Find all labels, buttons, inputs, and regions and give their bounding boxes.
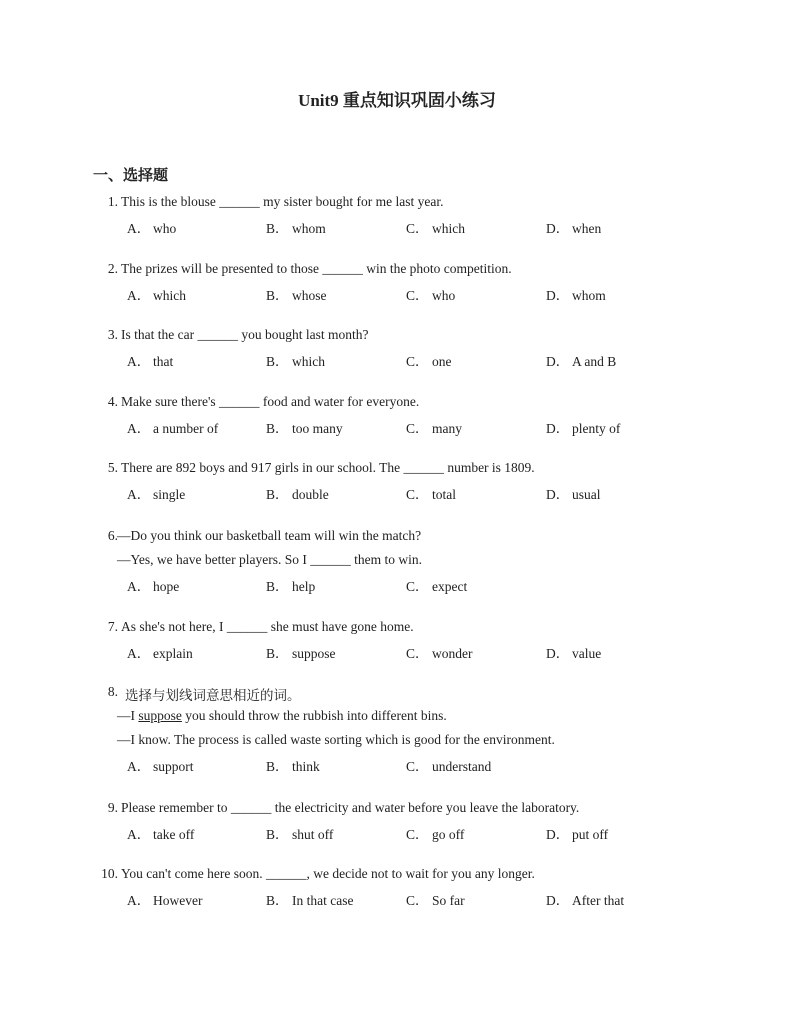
- question-stem-line: There are 892 boys and 917 girls in our school. The ______ number is 1809.: [121, 460, 535, 475]
- option-text: when: [572, 221, 602, 236]
- answer-option[interactable]: [406, 823, 464, 843]
- option-letter: B．: [266, 354, 289, 369]
- option-letter: D．: [546, 646, 570, 661]
- option-text: many: [432, 421, 462, 436]
- answer-option[interactable]: [546, 350, 616, 370]
- option-text: However: [153, 893, 203, 908]
- question-number: 7.: [107, 619, 118, 634]
- option-letter: C．: [406, 288, 429, 303]
- option-letter: B．: [266, 646, 289, 661]
- option-text: that: [153, 354, 174, 369]
- question-stem-line: The prizes will be presented to those ______ win the photo competition.: [121, 261, 512, 276]
- answer-option[interactable]: [546, 823, 608, 843]
- answer-option[interactable]: [127, 217, 176, 237]
- answer-option[interactable]: [406, 889, 465, 909]
- option-letter: C．: [406, 421, 429, 436]
- section-heading: 一、选择题: [93, 168, 169, 184]
- option-text: put off: [572, 827, 609, 842]
- question-number: 5.: [107, 460, 118, 475]
- option-letter: B．: [266, 221, 289, 236]
- question-stem-line: This is the blouse ______ my sister bought for me last year.: [121, 194, 444, 209]
- option-text: understand: [432, 759, 492, 774]
- question-number: 6.: [107, 528, 118, 543]
- answer-option[interactable]: [266, 483, 329, 503]
- option-text: So far: [432, 893, 465, 908]
- option-letter: C．: [406, 646, 429, 661]
- answer-option[interactable]: [406, 350, 452, 370]
- option-text: value: [572, 646, 602, 661]
- answer-option[interactable]: [127, 755, 194, 775]
- option-letter: A．: [127, 893, 151, 908]
- question-stem-line: 选择与划线词意思相近的词。: [125, 688, 301, 703]
- question-stem-line: Is that the car ______ you bought last month?: [121, 327, 369, 342]
- question-number: 2.: [107, 261, 118, 276]
- question-stem-line: As she's not here, I ______ she must have gone home.: [121, 619, 414, 634]
- option-letter: A．: [127, 221, 151, 236]
- answer-option[interactable]: [127, 284, 186, 304]
- question-stem-line: Make sure there's ______ food and water for everyone.: [121, 394, 420, 409]
- answer-option[interactable]: [127, 483, 185, 503]
- answer-option[interactable]: [127, 642, 193, 662]
- option-text: single: [153, 487, 186, 502]
- answer-option[interactable]: [546, 889, 624, 909]
- option-text: take off: [153, 827, 195, 842]
- question-number: 9.: [107, 800, 118, 815]
- answer-option[interactable]: [266, 755, 320, 775]
- option-letter: D．: [546, 893, 570, 908]
- option-letter: B．: [266, 288, 289, 303]
- option-text: expect: [432, 579, 468, 594]
- answer-option[interactable]: [266, 417, 343, 437]
- option-text: A and B: [572, 354, 617, 369]
- question-stem-line: —I know. The process is called waste sorting which is good for the environment.: [117, 732, 555, 747]
- option-text: who: [432, 288, 456, 303]
- option-letter: A．: [127, 827, 151, 842]
- question-number: 3.: [107, 327, 118, 342]
- answer-option[interactable]: [546, 642, 601, 662]
- question-number: 10.: [101, 866, 118, 881]
- option-letter: C．: [406, 579, 429, 594]
- question-number: 4.: [107, 394, 118, 409]
- option-letter: C．: [406, 893, 429, 908]
- option-letter: C．: [406, 354, 429, 369]
- option-text: plenty of: [572, 421, 621, 436]
- question-stem-line: You can't come here soon. ______, we decide not to wait for you any longer.: [121, 866, 535, 881]
- answer-option[interactable]: [406, 417, 462, 437]
- option-text: whose: [292, 288, 327, 303]
- option-text: whom: [572, 288, 606, 303]
- option-letter: B．: [266, 421, 289, 436]
- option-text: a number of: [153, 421, 219, 436]
- answer-option[interactable]: [266, 889, 353, 909]
- option-text: shut off: [292, 827, 334, 842]
- answer-option[interactable]: [406, 483, 456, 503]
- option-letter: A．: [127, 646, 151, 661]
- answer-option[interactable]: [546, 417, 620, 437]
- option-letter: A．: [127, 288, 151, 303]
- answer-option[interactable]: [266, 642, 336, 662]
- option-text: whom: [292, 221, 326, 236]
- option-text: help: [292, 579, 316, 594]
- option-letter: C．: [406, 827, 429, 842]
- option-text: which: [292, 354, 325, 369]
- answer-option[interactable]: [127, 823, 194, 843]
- option-letter: B．: [266, 827, 289, 842]
- option-text: which: [153, 288, 186, 303]
- option-text: After that: [572, 893, 625, 908]
- option-letter: C．: [406, 759, 429, 774]
- answer-option[interactable]: [406, 755, 491, 775]
- option-letter: A．: [127, 487, 151, 502]
- option-text: total: [432, 487, 456, 502]
- option-text: go off: [432, 827, 465, 842]
- answer-option[interactable]: [127, 889, 202, 909]
- option-letter: D．: [546, 421, 570, 436]
- option-text: too many: [292, 421, 343, 436]
- option-text: In that case: [292, 893, 354, 908]
- option-text: think: [292, 759, 320, 774]
- option-letter: D．: [546, 288, 570, 303]
- question-stem-line: —Do you think our basketball team will win the match?: [117, 528, 422, 543]
- option-text: hope: [153, 579, 180, 594]
- answer-option[interactable]: [127, 417, 218, 437]
- question-number: 1.: [107, 194, 118, 209]
- option-letter: B．: [266, 579, 289, 594]
- answer-option[interactable]: [266, 575, 315, 595]
- underlined-word: suppose: [138, 708, 182, 723]
- option-text: usual: [572, 487, 601, 502]
- answer-option[interactable]: [406, 642, 473, 662]
- option-text: suppose: [292, 646, 336, 661]
- option-text: one: [432, 354, 452, 369]
- option-letter: A．: [127, 354, 151, 369]
- option-letter: C．: [406, 221, 429, 236]
- answer-option[interactable]: [266, 217, 326, 237]
- option-letter: B．: [266, 759, 289, 774]
- option-text: which: [432, 221, 465, 236]
- option-letter: B．: [266, 893, 289, 908]
- answer-option[interactable]: [266, 823, 333, 843]
- option-letter: D．: [546, 487, 570, 502]
- option-letter: D．: [546, 354, 570, 369]
- answer-option[interactable]: [546, 483, 601, 503]
- question-number: 8.: [107, 684, 118, 699]
- answer-option[interactable]: [127, 350, 173, 370]
- question-stem-line: —I suppose you should throw the rubbish into different bins.: [117, 708, 447, 723]
- option-letter: C．: [406, 487, 429, 502]
- answer-option[interactable]: [406, 575, 467, 595]
- answer-option[interactable]: [406, 284, 455, 304]
- question-stem-line: —Yes, we have better players. So I ______ them to win.: [117, 552, 422, 567]
- option-letter: A．: [127, 421, 151, 436]
- answer-option[interactable]: [546, 217, 601, 237]
- answer-option[interactable]: [406, 217, 465, 237]
- option-letter: D．: [546, 221, 570, 236]
- option-text: wonder: [432, 646, 473, 661]
- page-title: Unit9 重点知识巩固小练习: [298, 91, 496, 110]
- option-text: double: [292, 487, 329, 502]
- option-text: who: [153, 221, 177, 236]
- option-letter: B．: [266, 487, 289, 502]
- option-letter: A．: [127, 579, 151, 594]
- option-letter: D．: [546, 827, 570, 842]
- answer-option[interactable]: [127, 575, 179, 595]
- option-text: support: [153, 759, 194, 774]
- question-stem-line: Please remember to ______ the electricity and water before you leave the laboratory.: [121, 800, 580, 815]
- option-text: explain: [153, 646, 193, 661]
- answer-option[interactable]: [546, 284, 606, 304]
- option-letter: A．: [127, 759, 151, 774]
- answer-option[interactable]: [266, 284, 327, 304]
- answer-option[interactable]: [266, 350, 325, 370]
